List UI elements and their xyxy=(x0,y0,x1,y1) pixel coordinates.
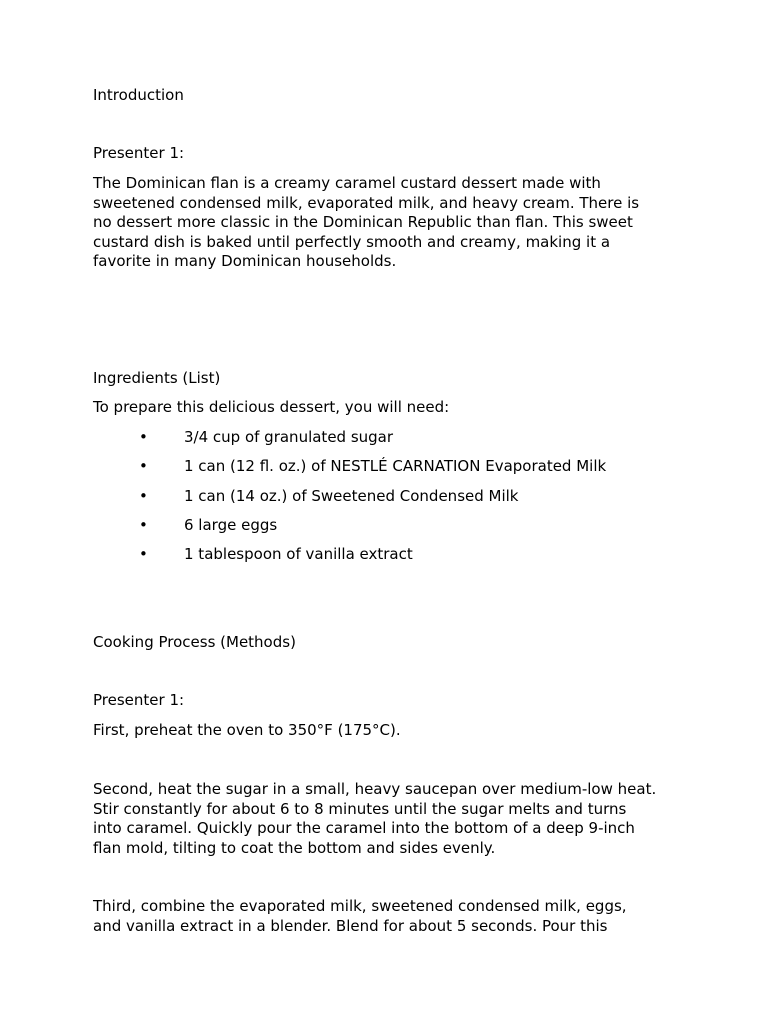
ingredient-text: 6 large eggs xyxy=(184,516,278,534)
paragraph-line: sweetened condensed milk, evaporated milk, and heavy cream. There is xyxy=(93,193,640,212)
paragraph-line: custard dish is baked until perfectly smooth and creamy, making it a xyxy=(93,232,611,251)
paragraph-line: Stir constantly for about 6 to 8 minutes until the sugar melts and turns xyxy=(93,799,627,818)
ingredient-text: 1 can (12 fl. oz.) of NESTLÉ CARNATION Evaporated Milk xyxy=(184,457,607,475)
bullet-icon: • xyxy=(139,457,148,475)
ingredients-lead: To prepare this delicious dessert, you will need: xyxy=(93,398,450,416)
bullet-icon: • xyxy=(139,428,148,446)
bullet-icon: • xyxy=(139,545,148,563)
bullet-icon: • xyxy=(139,516,148,534)
intro-paragraph xyxy=(93,174,693,272)
ingredient-text: 1 can (14 oz.) of Sweetened Condensed Milk xyxy=(184,487,519,505)
step-1: First, preheat the oven to 350°F (175°C). xyxy=(93,721,401,739)
step-3 xyxy=(93,897,693,936)
paragraph-line: and vanilla extract in a blender. Blend for about 5 seconds. Pour this xyxy=(93,916,608,935)
paragraph-line: Second, heat the sugar in a small, heavy saucepan over medium-low heat. xyxy=(93,780,657,798)
paragraph-line: flan mold, tilting to coat the bottom and sides evenly. xyxy=(93,838,496,857)
ingredient-text: 3/4 cup of granulated sugar xyxy=(184,428,394,446)
paragraph-line: The Dominican flan is a creamy caramel custard dessert made with xyxy=(93,174,601,192)
paragraph-line: into caramel. Quickly pour the caramel into the bottom of a deep 9-inch xyxy=(93,819,635,838)
intro-heading: Introduction xyxy=(93,86,184,104)
intro-presenter: Presenter 1: xyxy=(93,144,185,162)
step-2 xyxy=(93,780,693,858)
paragraph-line: Third, combine the evaporated milk, sweetened condensed milk, eggs, xyxy=(93,897,627,915)
paragraph-line: no dessert more classic in the Dominican Republic than flan. This sweet xyxy=(93,213,633,232)
ingredients-heading: Ingredients (List) xyxy=(93,369,221,387)
cooking-heading: Cooking Process (Methods) xyxy=(93,633,296,651)
ingredient-text: 1 tablespoon of vanilla extract xyxy=(184,545,413,563)
cooking-presenter: Presenter 1: xyxy=(93,691,185,709)
paragraph-line: favorite in many Dominican households. xyxy=(93,252,397,271)
bullet-icon: • xyxy=(139,487,148,505)
